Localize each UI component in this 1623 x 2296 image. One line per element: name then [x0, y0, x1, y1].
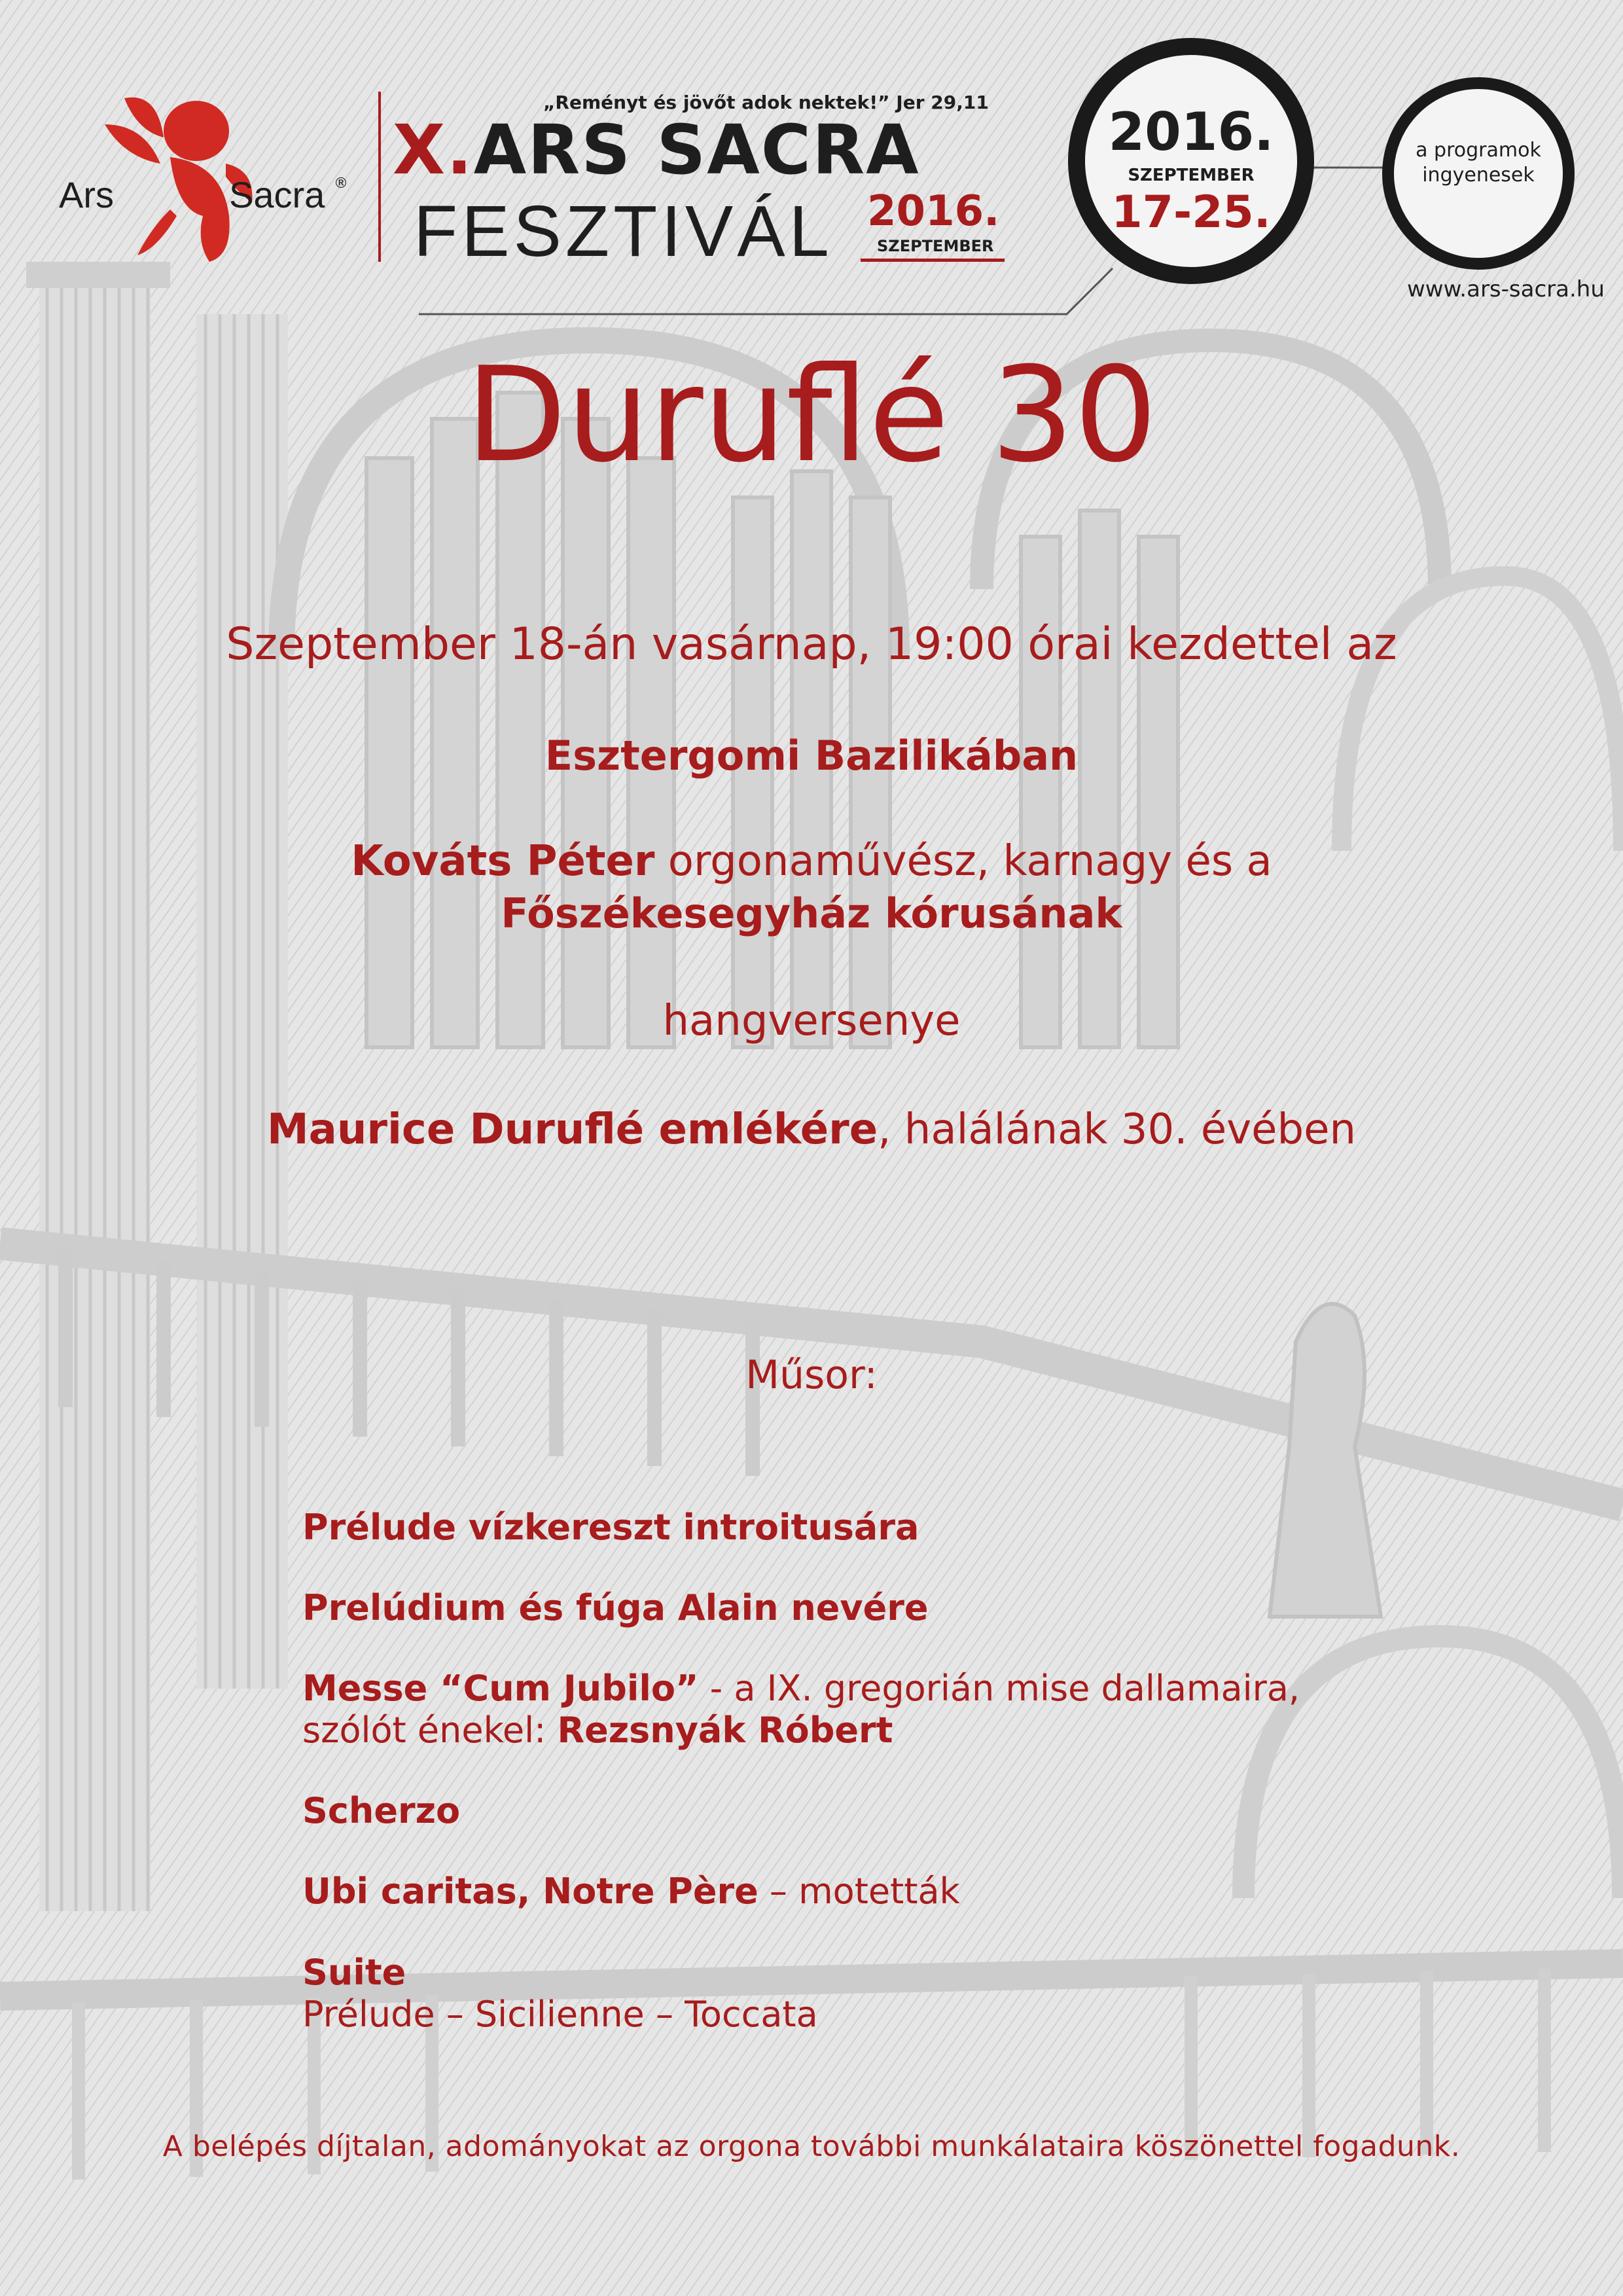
- header-quote: „Reményt és jövőt adok nektek!” Jer 29,11: [543, 92, 989, 113]
- program-item: [302, 1668, 1300, 1751]
- program-item-movements: Prélude – Sicilienne – Toccata: [302, 1994, 818, 2035]
- program-item: [302, 1507, 919, 1549]
- website-link[interactable]: www.ars-sacra.hu: [1407, 276, 1605, 302]
- registered-mark: ®: [334, 175, 348, 192]
- program-item-note: – motetták: [758, 1871, 960, 1912]
- program-item: [302, 1952, 818, 2036]
- program-item-title: Scherzo: [302, 1790, 461, 1831]
- performer-role: orgonaművész, karnagy és a: [654, 837, 1272, 886]
- dedication-line: [0, 1105, 1623, 1155]
- festival-word: FESZTIVÁL: [414, 191, 833, 272]
- program-item-soloist: Rezsnyák Róbert: [557, 1710, 893, 1751]
- program-item-title: Prélude vízkereszt introitusára: [302, 1507, 919, 1548]
- festival-number: X.: [393, 110, 474, 190]
- dedication-bold: Maurice Duruflé emlékére: [266, 1105, 878, 1154]
- dedication-rest: , halálának 30. évében: [878, 1105, 1357, 1154]
- event-venue: Esztergomi Bazilikában: [544, 732, 1079, 780]
- program-item-title: Prelúdium és fúga Alain nevére: [302, 1587, 929, 1628]
- badge-month: SZEPTEMBER: [1128, 166, 1255, 185]
- performer-name: Kováts Péter: [351, 837, 655, 886]
- program-item-soloist-label: szólót énekel:: [302, 1710, 558, 1751]
- program-heading: Műsor:: [745, 1352, 878, 1398]
- header-divider: [378, 92, 381, 262]
- performer-line: [0, 836, 1623, 886]
- logo-ars-text: Ars: [59, 174, 114, 215]
- program-item-note: - a IX. gregorián mise dallamaira,: [698, 1668, 1300, 1709]
- program-item: [302, 1587, 929, 1629]
- concert-word: hangversenye: [662, 997, 961, 1045]
- program-item-title: Messe “Cum Jubilo”: [302, 1668, 699, 1709]
- program-item-title: Ubi caritas, Notre Père: [302, 1871, 758, 1912]
- event-datetime: Szeptember 18-án vasárnap, 19:00 órai kezdettel az: [226, 619, 1397, 670]
- badge-days: 17-25.: [1111, 187, 1271, 238]
- program-item-title: Suite: [302, 1952, 406, 1993]
- program-item: [302, 1871, 960, 1912]
- logo-sacra-text: Sacra: [229, 174, 325, 215]
- free-line-2: ingyenesek: [1422, 164, 1535, 187]
- festival-month: SZEPTEMBER: [877, 237, 994, 255]
- choir-name: Főszékesegyház kórusának: [501, 889, 1122, 937]
- festival-name: ARS SACRA: [473, 110, 920, 190]
- program-item: [302, 1790, 460, 1832]
- free-line-1: a programok: [1416, 139, 1541, 162]
- footer-note: A belépés díjtalan, adományokat az orgona további munkálataira köszönettel fogadunk.: [162, 2130, 1461, 2163]
- festival-year: 2016.: [867, 187, 1000, 236]
- badge-year: 2016.: [1108, 101, 1274, 162]
- event-title: Duruflé 30: [465, 339, 1158, 492]
